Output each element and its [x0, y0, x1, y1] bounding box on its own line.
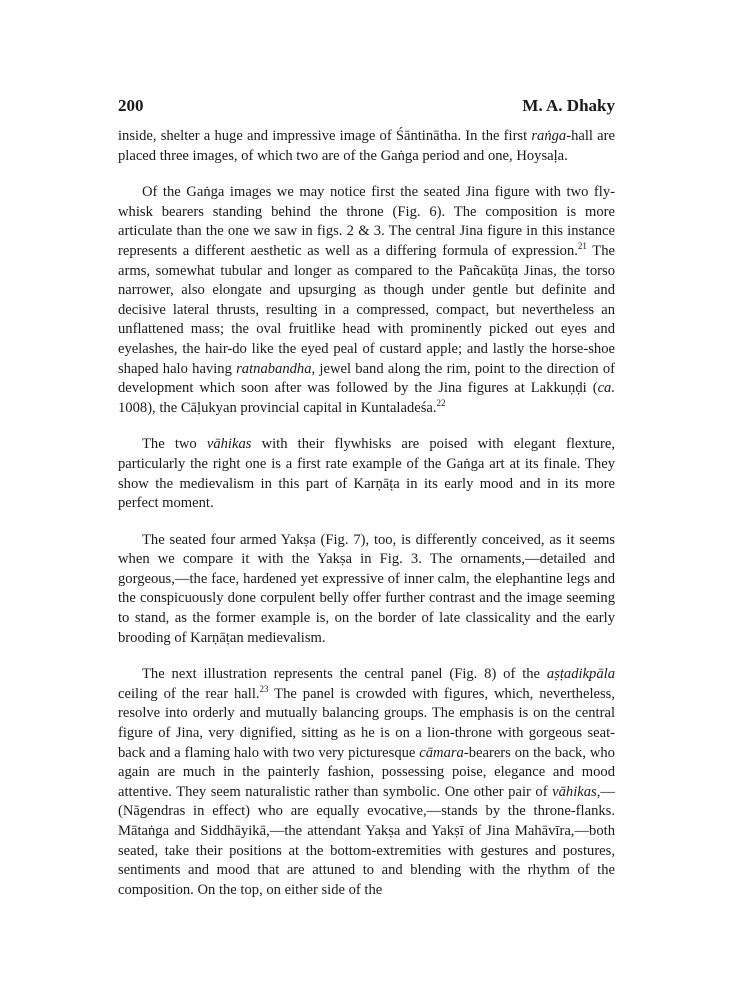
- text-run: Of the Gaṅga images we may notice first the seated Jina figure with two fly-whisk bearers standing behind the throne (Fig. 6). The composition is more articulate than the one we saw in figs. 2 & 3. The central Jina figure in this instance represents a different aesthetic as well as a differing formula of expression.: [118, 184, 615, 259]
- running-head-author: M. A. Dhaky: [522, 96, 615, 115]
- italic-term: vāhikas: [552, 783, 597, 800]
- text-run: The two: [142, 436, 207, 453]
- italic-term: ca.: [597, 380, 615, 397]
- footnote-marker: 22: [436, 397, 446, 408]
- text-run: The arms, somewhat tubular and longer as compared to the Pañcakūṭa Jinas, the torso narrower, also elongate and upsurging as though under gentle but definite and decisive lateral thrusts, resulting in a compressed, compact, but nevertheless an unflattened mass; the oval fruitlike head with prominently picked out eyes and eyelashes, the hair-do like the eyed peal of custard apple; and lastly the horse-shoe shaped halo having: [118, 242, 615, 377]
- body-text: [118, 127, 615, 917]
- text-run: with their flywhisks are poised with elegant flexture, particularly the right one is a first rate example of the Gaṅga art at its finale. They show the medievalism in this part of Karṇāṭa in its early mood and in its more perfect moment.: [118, 436, 615, 512]
- page-number: 200: [118, 96, 144, 115]
- italic-term: raṅga: [531, 128, 567, 144]
- italic-term: aṣṭadikpāla: [546, 666, 615, 683]
- text-run: , jewel band along the rim, point to the direction of development which soon after was followed by the Jina figures at Lakkuṇḍi (: [118, 360, 615, 397]
- text-run: -hall are placed three images, of which two are of the Gaṅga period and one, Hoysaḷa.: [118, 128, 615, 164]
- text-run: The seated four armed Yakṣa (Fig. 7), too, is differently conceived, as it seems when we compare it with the Yakṣa in Fig. 3. The ornaments,—detailed and gorgeous,—the face, hardened yet expressive of inner calm, the elephantine legs and the conspicuously done corpulent belly offer further contrast and the image seeming to stand, as the former example is, on the border of late classicality and the early brooding of Karṇāṭan medievalism.: [118, 531, 615, 646]
- paragraph: [118, 127, 615, 166]
- text-run: The next illustration represents the central panel (Fig. 8) of the: [142, 666, 547, 683]
- text-run: 1008), the Cāḷukyan provincial capital in Kuntaladeśa.: [118, 399, 437, 416]
- italic-term: vāhikas: [206, 436, 252, 453]
- paragraph: [118, 435, 615, 513]
- italic-term: ratnabandha: [236, 360, 312, 377]
- paragraph: [118, 183, 615, 418]
- paragraph: [118, 531, 615, 649]
- page-header: [118, 96, 615, 118]
- italic-term: cāmara: [419, 744, 464, 761]
- footnote-marker: 21: [577, 241, 587, 252]
- text-run: ,—(Nāgendras in effect) who are equally evocative,—stands by the throne-flanks. Mātaṅga and Siddhāyikā,—the attendant Yakṣa and Yakṣī of Jina Mahāvīra,—both seated, take their positions at the bottom-extremities with gestures and postures, sentiments and mood that are attuned to and blending with the rhythm of the composition. On the top, on either side of the: [118, 783, 615, 898]
- text-run: ceiling of the rear hall.: [118, 685, 260, 702]
- paragraph: [118, 665, 615, 900]
- footnote-marker: 23: [259, 683, 269, 694]
- text-run: -bearers on the back, who again are much in the painterly fashion, possessing poise, elegance and mood attentive. They seem naturalistic rather than symbolic. One other pair of: [118, 744, 615, 800]
- text-run: The panel is crowded with figures, which, nevertheless, resolve into orderly and mutually balancing groups. The emphasis is on the central figure of Jina, very dignified, sitting as he is on a lion-throne with gorgeous seat-back and a flaming halo with two very picturesque: [118, 685, 615, 761]
- text-run: inside, shelter a huge and impressive image of Śāntinātha. In the first: [118, 128, 532, 144]
